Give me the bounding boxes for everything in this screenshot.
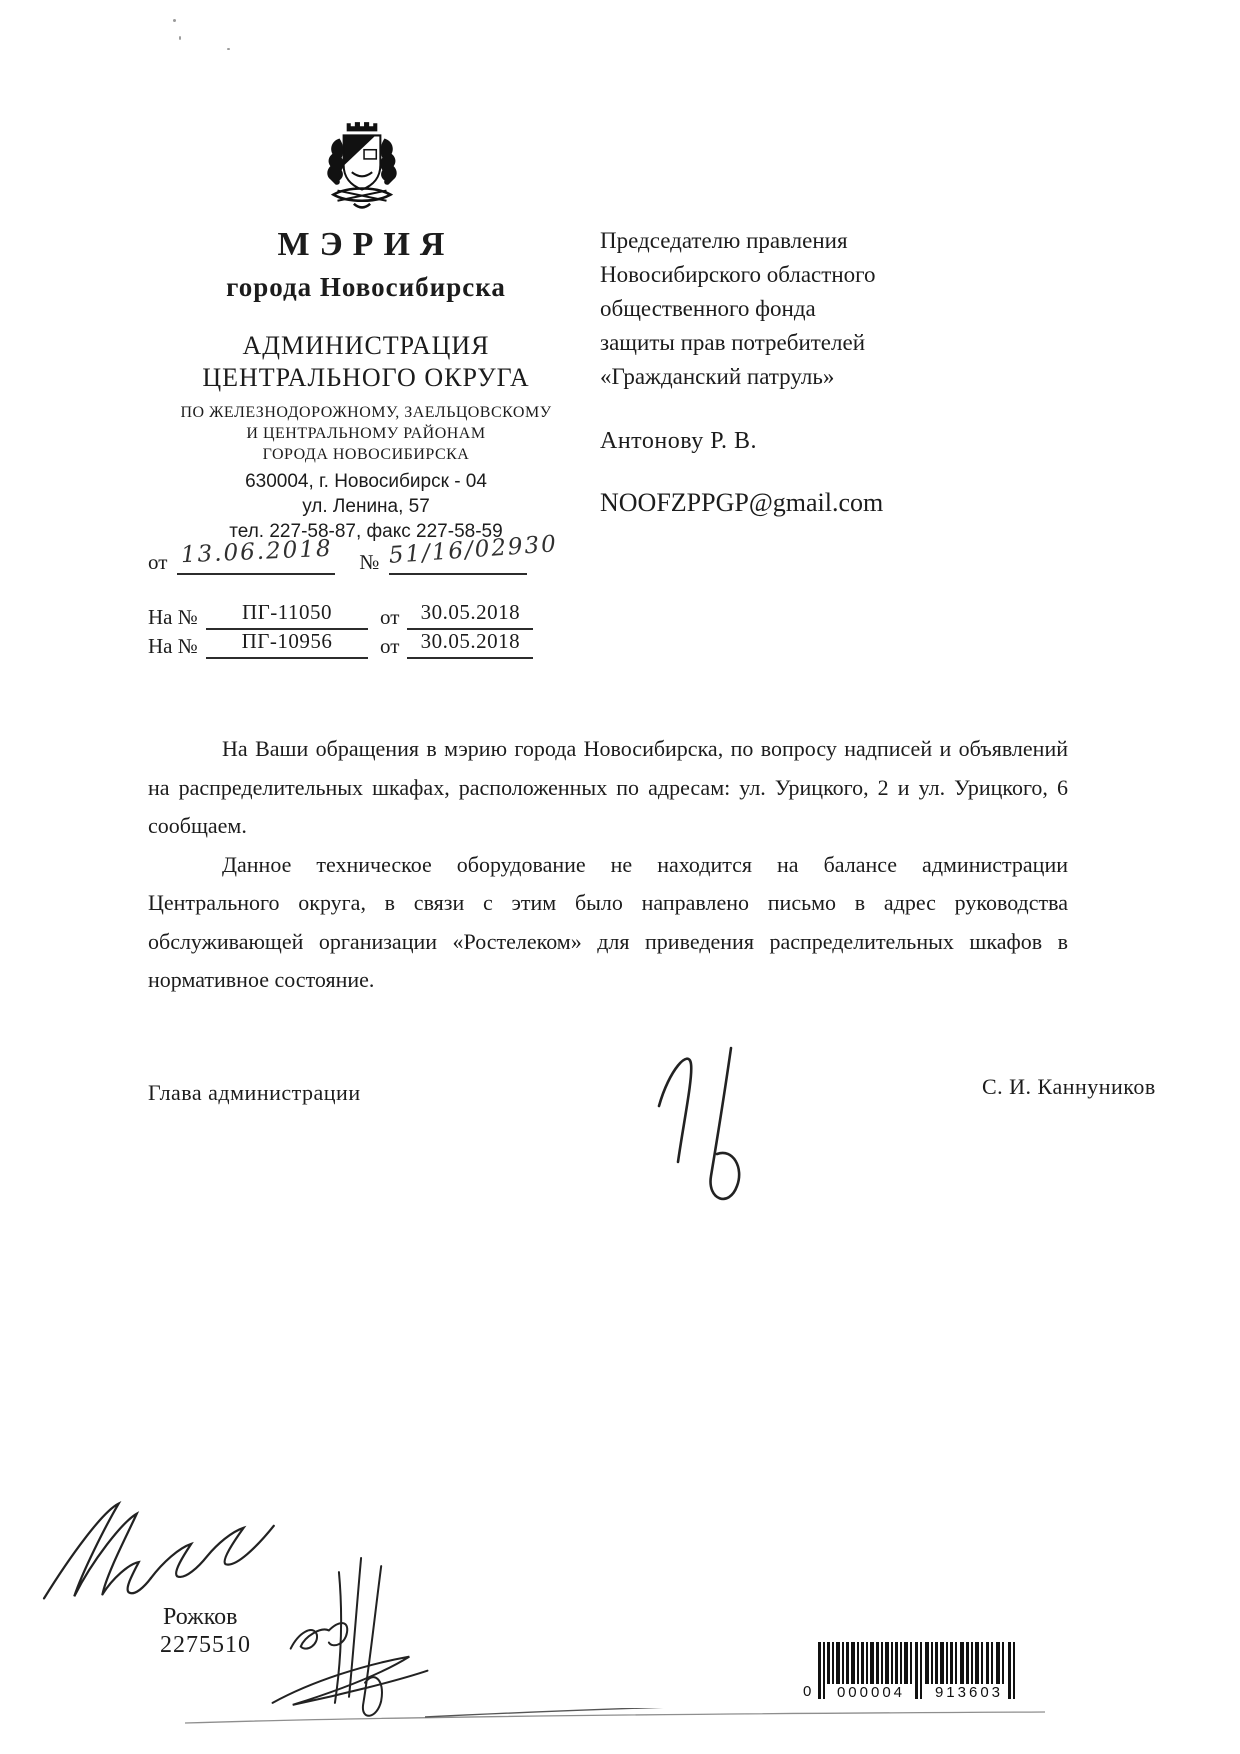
scan-speckle (179, 36, 181, 40)
body-paragraph-1: На Ваши обращения в мэрию города Новосибирска, по вопросу надписей и объявлений на распределительных шкафах, расположенных по адресам: ул. Урицкого, 2 и ул. Урицкого, 6 сообщаем. (148, 736, 1068, 838)
recipient-line: защиты прав потребителей (600, 330, 866, 355)
address-line2: ул. Ленина, 57 (302, 496, 430, 517)
barcode (803, 1642, 1020, 1701)
phone-line: тел. 227-58-87, факс 227-58-59 (229, 521, 503, 542)
recipient-line: Новосибирского областного (600, 262, 876, 287)
barcode-digit-left: 0 (803, 1683, 812, 1700)
ink-scribble (268, 1552, 430, 1728)
districts-line1: ПО ЖЕЛЕЗНОДОРОЖНОМУ, ЗАЕЛЬЦОВСКОМУ (180, 404, 552, 421)
recipient-line: «Гражданский патруль» (600, 364, 835, 389)
kannunikov-signature (645, 1030, 785, 1210)
novosibirsk-coat-of-arms-icon (313, 116, 411, 210)
recipient-name: Антонову Р. В. (600, 428, 758, 454)
ot-label: от (148, 550, 168, 574)
ot-label: от (380, 634, 400, 658)
department-line1: АДМИНИСТРАЦИЯ (242, 331, 490, 360)
incoming-date: 30.05.2018 (420, 600, 521, 624)
handwritten-outgoing-number: 51/16/02930 (388, 531, 560, 569)
incoming-date-blank (407, 629, 533, 659)
incoming-number: ПГ-10956 (241, 629, 333, 653)
na-label: На № (148, 634, 198, 658)
na-label: На № (148, 605, 198, 629)
recipient-block (600, 224, 980, 394)
incoming-date-blank (407, 600, 533, 630)
recipient-line: Председателю правления (600, 228, 848, 253)
incoming-number: ПГ-11050 (241, 600, 333, 624)
incoming-date: 30.05.2018 (420, 629, 521, 653)
barcode-digits-right: 913603 (934, 1684, 1004, 1701)
incoming-number-blank (206, 600, 368, 630)
address-line1: 630004, г. Новосибирск - 04 (245, 471, 487, 492)
executor-signature (40, 1493, 302, 1605)
scan-speckle (173, 19, 176, 22)
department-line2: ЦЕНТРАЛЬНОГО ОКРУГА (202, 363, 530, 392)
districts-line2: И ЦЕНТРАЛЬНОМУ РАЙОНАМ (246, 425, 486, 442)
org-name-line2: города Новосибирска (226, 272, 506, 302)
body-paragraph-2: Данное техническое оборудование не находится на балансе администрации Центрального округа, в связи с этим было направлено письмо в адрес руководства обслуживающей организации «Ростелеком» для приведения распределительных шкафов в нормативное состояние. (148, 851, 1068, 992)
signer-name: С. И. Каннуников (982, 1074, 1156, 1099)
scan-line (185, 1708, 1045, 1726)
handwritten-outgoing-date: 13.06.2018 (179, 535, 333, 569)
letterhead (150, 228, 582, 544)
incoming-reference-row (148, 629, 588, 659)
districts-line3: ГОРОДА НОВОСИБИРСКА (262, 446, 470, 463)
org-name-line1: МЭРИЯ (277, 226, 455, 263)
incoming-number-blank (206, 629, 368, 659)
incoming-reference-row (148, 600, 588, 630)
executor-name: Рожков (163, 1604, 238, 1630)
recipient-email: NOOFZPPGP@gmail.com (600, 488, 884, 517)
letter-body (148, 730, 1068, 1000)
executor-phone: 2275510 (160, 1632, 251, 1658)
outgoing-number-blank (388, 531, 560, 575)
barcode-digits-mid: 000004 (836, 1684, 906, 1701)
number-sign-label: № (359, 550, 380, 574)
outgoing-date-blank (177, 535, 335, 575)
signer-title: Глава администрации (148, 1080, 361, 1105)
recipient-line: общественного фонда (600, 296, 816, 321)
scan-speckle (227, 48, 230, 50)
ot-label: от (380, 605, 400, 629)
